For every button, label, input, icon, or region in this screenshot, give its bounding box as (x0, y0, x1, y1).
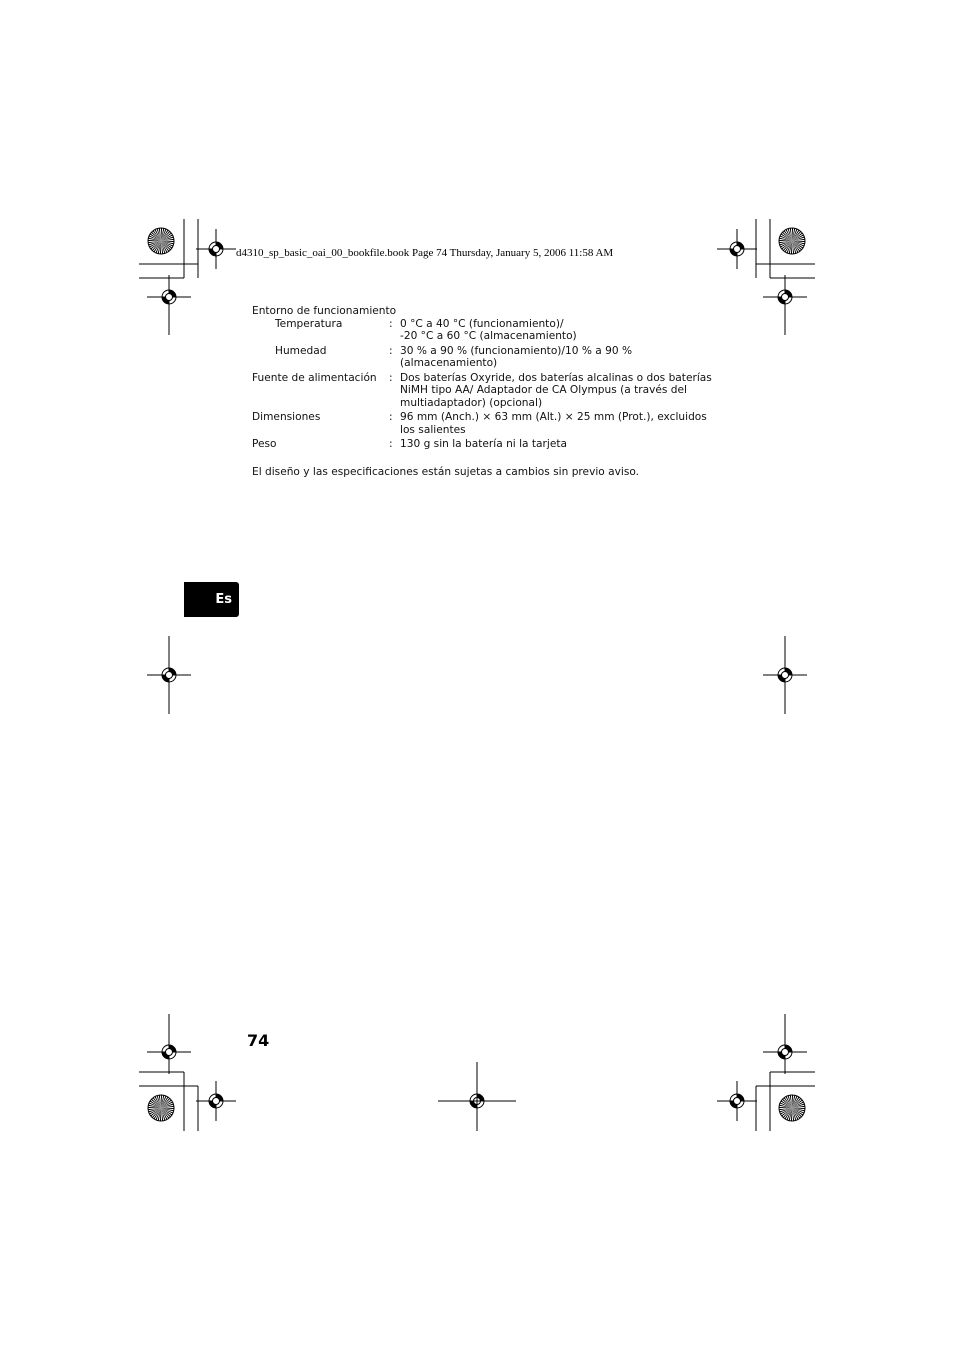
crosshair-inner (734, 246, 741, 253)
spec-label: Dimensiones (252, 411, 321, 424)
spec-label: Humedad (275, 345, 327, 358)
spec-separator: : (389, 318, 393, 331)
spec-row-power-source (252, 372, 712, 409)
spec-value: 30 % a 90 % (funcionamiento)/10 % a 90 % (almacenamiento) (400, 345, 633, 370)
spec-separator: : (389, 438, 393, 451)
specifications-notice: El diseño y las especificaciones están sujetas a cambios sin previo aviso. (252, 465, 640, 478)
spec-row-temperature (252, 318, 712, 342)
spec-label: Peso (252, 438, 277, 451)
crosshair-inner (734, 1098, 741, 1105)
crosshair-inner (166, 294, 173, 301)
spec-row-humidity (252, 345, 712, 369)
spec-value: 96 mm (Anch.) × 63 mm (Alt.) × 25 mm (Prot.), excluidos los salientes (400, 411, 707, 436)
spec-row-dimensions (252, 411, 712, 435)
spec-row-weight (252, 438, 712, 450)
language-tab-label: Es (215, 592, 232, 607)
specifications-block (252, 305, 712, 478)
book-file-info: d4310_sp_basic_oai_00_bookfile.book Page 74 Thursday, January 5, 2006 11:58 AM (236, 247, 614, 259)
spec-value: Dos baterías Oxyride, dos baterías alcalinas o dos baterías NiMH tipo AA/ Adaptador de CA Olympus (a través del multiadaptador) (opcional) (400, 372, 712, 409)
spec-separator: : (389, 345, 393, 358)
spec-value: 130 g sin la batería ni la tarjeta (400, 438, 568, 451)
language-tab (184, 582, 239, 617)
crosshair-inner (213, 246, 220, 253)
page-number: 74 (247, 1031, 270, 1050)
spec-separator: : (389, 411, 393, 424)
spec-label: Fuente de alimentación (252, 372, 377, 385)
crosshair-inner (782, 672, 789, 679)
crosshair-inner (166, 1049, 173, 1056)
crosshair-inner (213, 1098, 220, 1105)
crosshair-inner (166, 672, 173, 679)
spec-label: Temperatura (275, 318, 343, 331)
spec-separator: : (389, 372, 393, 385)
crosshair-inner (782, 294, 789, 301)
spec-value: 0 °C a 40 °C (funcionamiento)/ -20 °C a 60 °C (almacenamiento) (400, 318, 577, 343)
crosshair-inner (782, 1049, 789, 1056)
section-title-operating-environment: Entorno de funcionamiento (252, 305, 397, 317)
